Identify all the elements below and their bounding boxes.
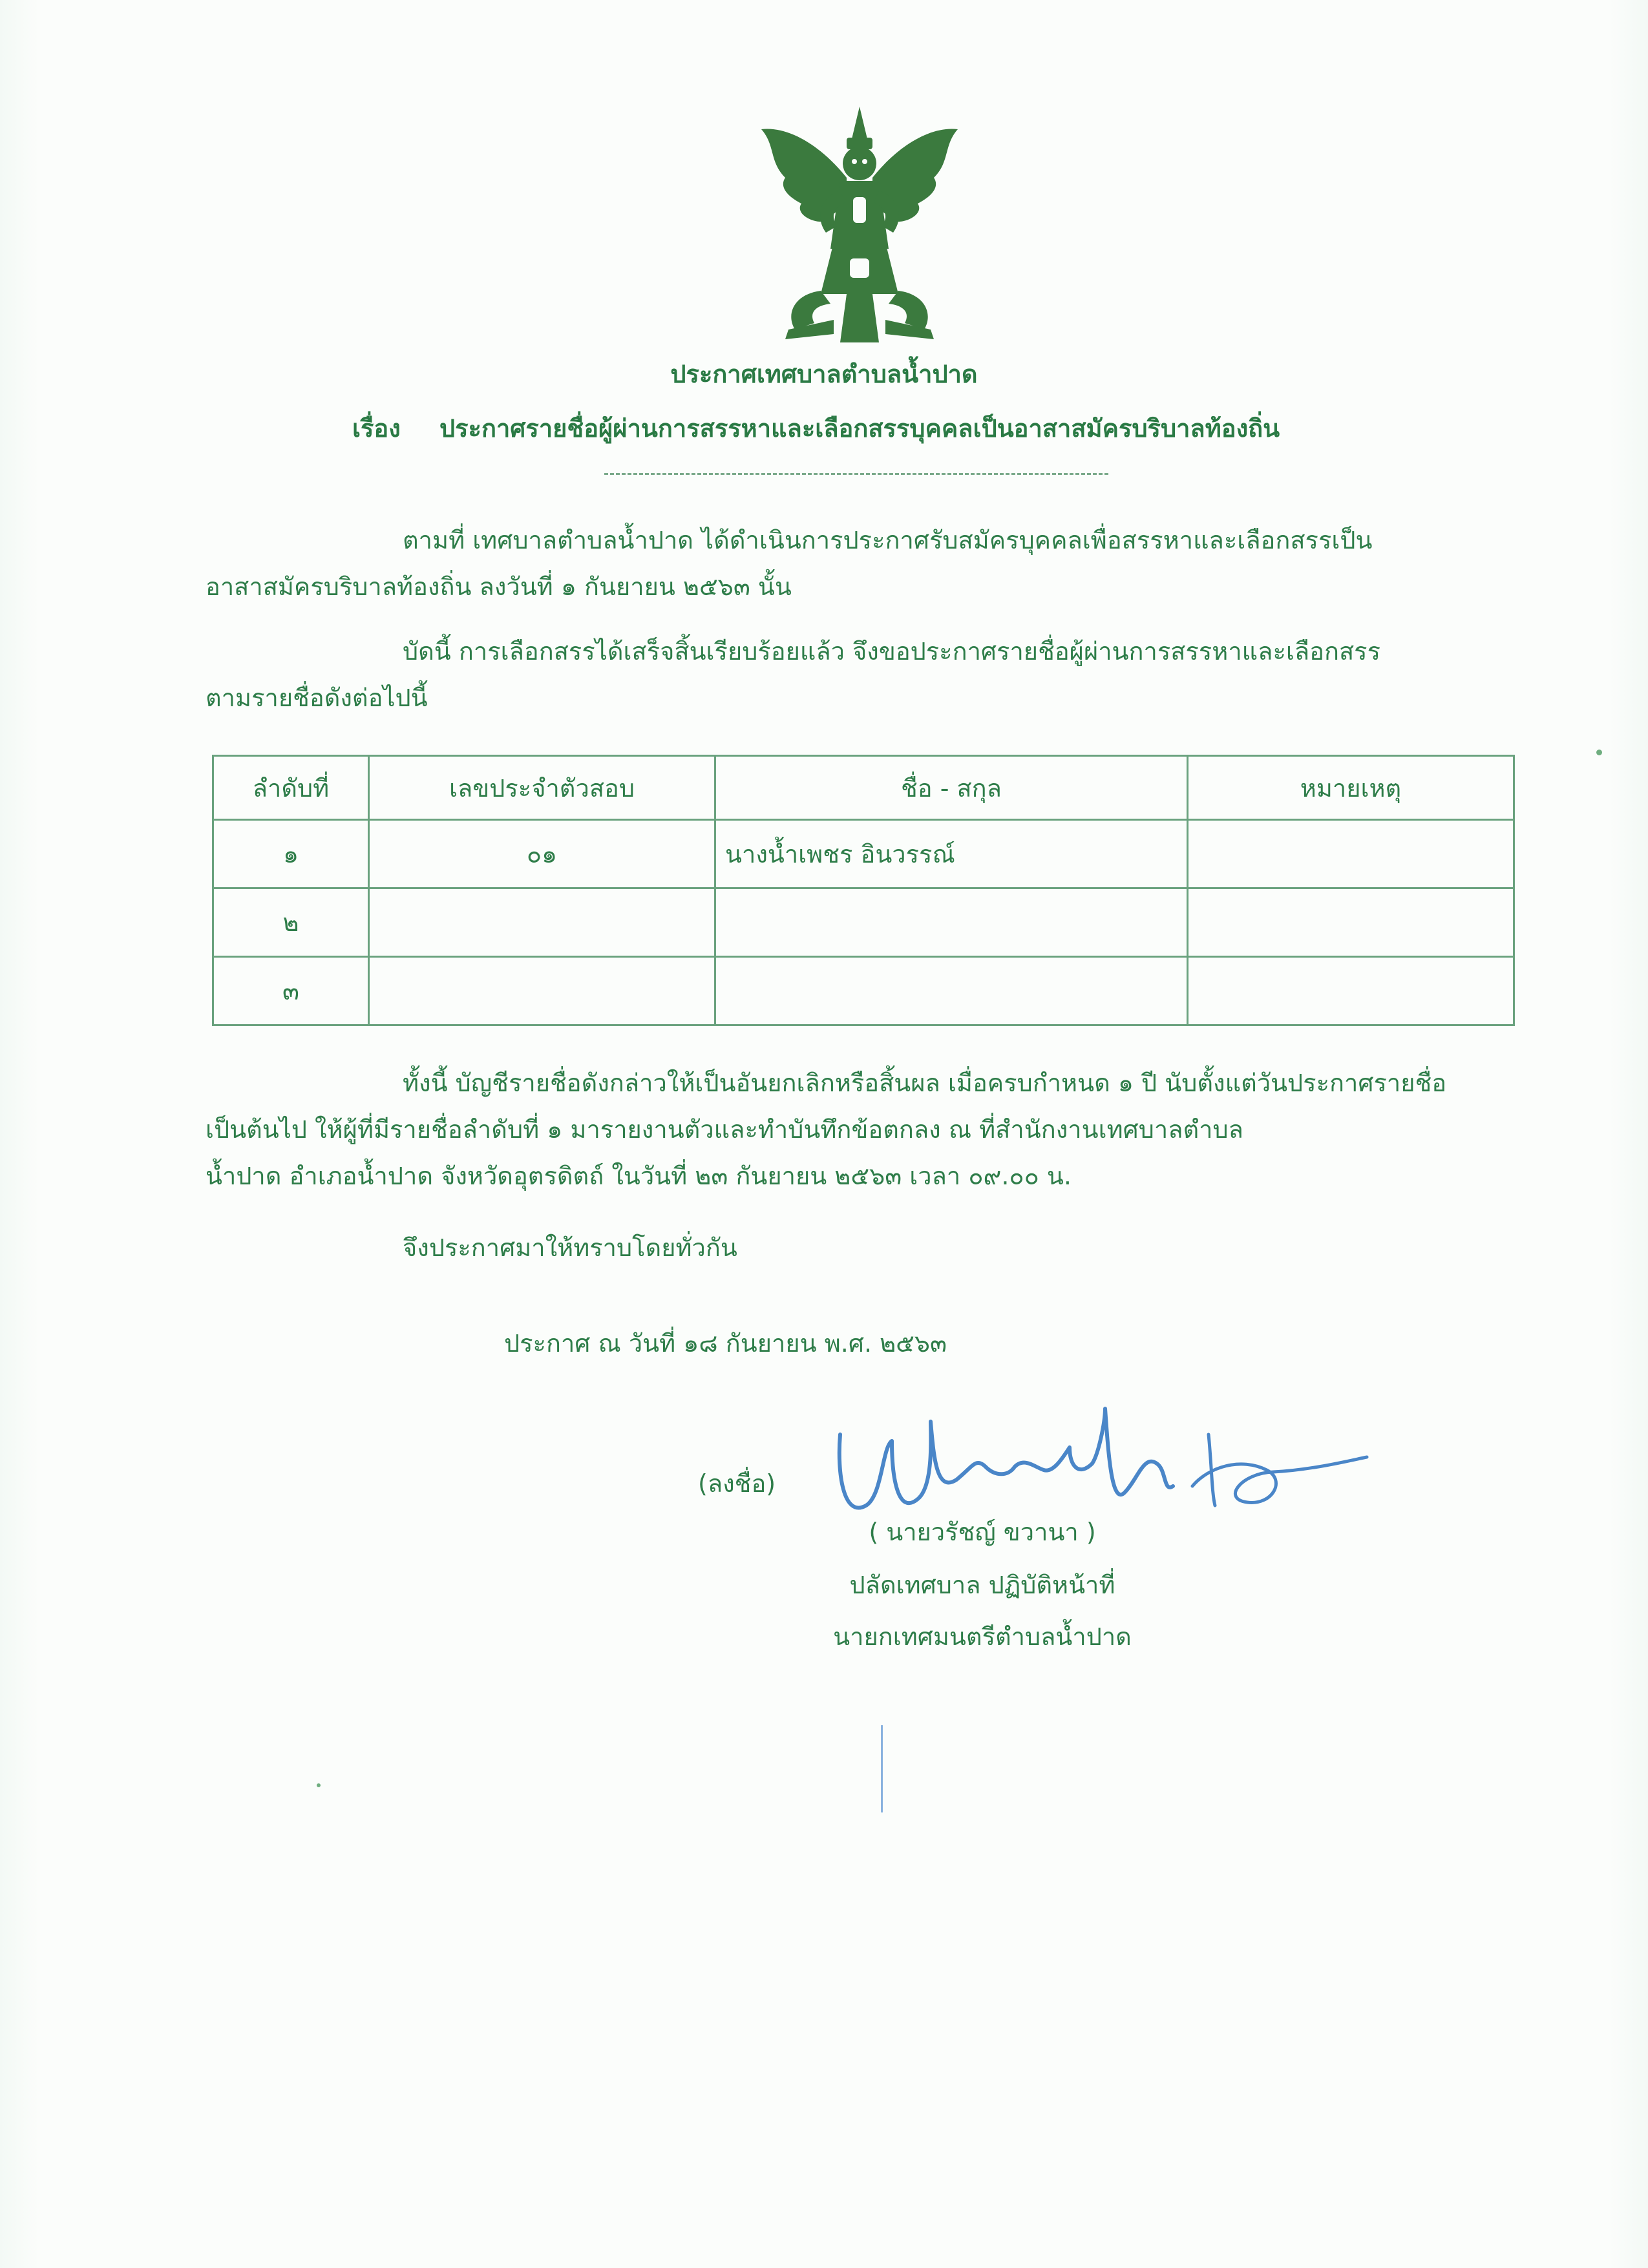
cell-name: นางน้ำเพชร อินวรรณ์	[715, 820, 1188, 888]
paragraph-validity-line-3: น้ำปาด อำเภอน้ำปาด จังหวัดอุตรดิตถ์ ในวันที่ ๒๓ กันยายน ๒๕๖๓ เวลา ๐๙.๐๐ น.	[206, 1162, 1072, 1190]
column-header-order: ลำดับที่	[213, 756, 369, 820]
paragraph-intro-line-1: ตามที่ เทศบาลตำบลน้ำปาด ได้ดำเนินการประกาศรับสมัครบุคคลเพื่อสรรหาและเลือกสรรเป็น	[403, 526, 1373, 554]
paragraph-closing	[206, 1224, 1498, 1271]
cell-note	[1188, 957, 1514, 1025]
garuda-emblem-icon	[750, 100, 969, 346]
paragraph-validity-line-1: ทั้งนี้ บัญชีรายชื่อดังกล่าวให้เป็นอันยกเลิกหรือสิ้นผล เมื่อครบกำหนด ๑ ปี นับตั้งแต่วันประกาศรายชื่อ	[403, 1069, 1447, 1097]
scan-speck	[317, 1783, 321, 1787]
cell-exam-id	[369, 957, 715, 1025]
paragraph-intro	[206, 517, 1498, 610]
column-header-exam-id: เลขประจำตัวสอบ	[369, 756, 715, 820]
signer-name: ( นายวรัชญ์ ขวานา )	[869, 1518, 1096, 1546]
cell-name	[715, 888, 1188, 957]
paragraph-result-line-2: ตามรายชื่อดังต่อไปนี้	[206, 684, 428, 712]
table-row	[213, 957, 1514, 1025]
signer-position: ปลัดเทศบาล ปฏิบัติหน้าที่	[849, 1571, 1115, 1599]
table-row	[213, 820, 1514, 888]
paragraph-result-line-1: บัดนี้ การเลือกสรรได้เสร็จสิ้นเรียบร้อยแล้ว จึงขอประกาศรายชื่อผู้ผ่านการสรรหาและเลือกสรร	[403, 637, 1380, 666]
document-title: ประกาศเทศบาลตำบลน้ำปาด	[670, 360, 978, 388]
scan-speck	[1596, 750, 1602, 755]
cell-exam-id: ๐๑	[369, 820, 715, 888]
paragraph-closing-line: จึงประกาศมาให้ทราบโดยทั่วกัน	[403, 1234, 737, 1262]
paragraph-result	[206, 628, 1498, 721]
cell-exam-id	[369, 888, 715, 957]
announce-date: ประกาศ ณ วันที่ ๑๘ กันยายน พ.ศ. ๒๕๖๓	[504, 1329, 947, 1358]
column-header-note: หมายเหตุ	[1188, 756, 1514, 820]
document-subject	[352, 408, 1280, 448]
table-row	[213, 888, 1514, 957]
cell-order: ๓	[213, 957, 369, 1025]
subject-label: เรื่อง	[352, 414, 401, 443]
signer-role: นายกเทศมนตรีตำบลน้ำปาด	[833, 1622, 1132, 1651]
cell-note	[1188, 888, 1514, 957]
title-divider	[604, 473, 1108, 475]
table-header-row	[213, 756, 1514, 820]
sign-label: (ลงชื่อ)	[698, 1469, 776, 1498]
candidate-table	[212, 755, 1515, 1026]
subject-text: ประกาศรายชื่อผู้ผ่านการสรรหาและเลือกสรรบุคคลเป็นอาสาสมัครบริบาลท้องถิ่น	[439, 414, 1280, 443]
paragraph-intro-line-2: อาสาสมัครบริบาลท้องถิ่น ลงวันที่ ๑ กันยายน ๒๕๖๓ นั้น	[206, 572, 792, 601]
paragraph-validity	[206, 1060, 1498, 1199]
pen-mark	[881, 1725, 883, 1812]
cell-order: ๑	[213, 820, 369, 888]
column-header-name: ชื่อ - สกุล	[715, 756, 1188, 820]
cell-order: ๒	[213, 888, 369, 957]
cell-note	[1188, 820, 1514, 888]
cell-name	[715, 957, 1188, 1025]
paragraph-validity-line-2: เป็นต้นไป ให้ผู้ที่มีรายชื่อลำดับที่ ๑ มารายงานตัวและทำบันทึกข้อตกลง ณ ที่สำนักงานเทศบาลตำบล	[206, 1115, 1243, 1144]
